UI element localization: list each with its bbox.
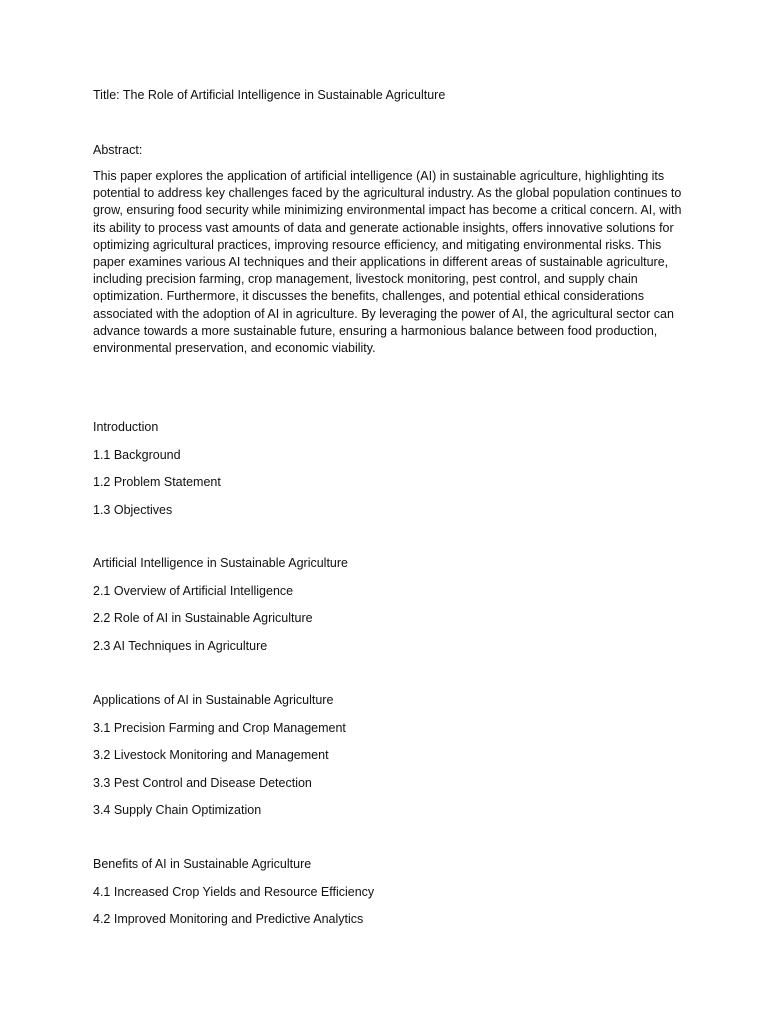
section-item: 1.3 Objectives: [93, 502, 173, 517]
section-item: 2.3 AI Techniques in Agriculture: [93, 638, 268, 653]
section-item: 1.1 Background: [93, 447, 181, 462]
section-heading: Applications of AI in Sustainable Agriculture: [93, 693, 334, 707]
abstract-body: This paper explores the application of artificial intelligence (AI) in sustainable agriculture, highlighting its potential to address key challenges faced by the agricultural industry. As the global population continues to grow, ensuring food security while minimizing environmental impact has become a critical concern. AI, with its ability to process vast amounts of data and generate actionable insights, offers innovative solutions for optimizing agricultural practices, improving resource efficiency, and mitigating environmental risks. This paper examines various AI techniques and their applications in different areas of sustainable agriculture, including precision farming, crop management, livestock monitoring, pest control, and supply chain optimization. Furthermore, it discusses the benefits, challenges, and potential ethical considerations associated with the adoption of AI in agriculture. By leveraging the power of AI, the agricultural sector can advance towards a more sustainable future, ensuring a harmonious balance between food production, environmental preservation, and economic viability.: [93, 169, 682, 356]
section-item: 3.1 Precision Farming and Crop Management: [93, 720, 346, 735]
section-heading: Artificial Intelligence in Sustainable Agriculture: [93, 556, 348, 570]
section-item: 3.2 Livestock Monitoring and Management: [93, 748, 329, 762]
section-item: 4.2 Improved Monitoring and Predictive Analytics: [93, 912, 364, 926]
document-title: Title: The Role of Artificial Intelligence in Sustainable Agriculture: [93, 88, 446, 102]
section-item: 2.2 Role of AI in Sustainable Agriculture: [93, 611, 313, 625]
section-ai-in-agriculture: [93, 555, 348, 665]
abstract-heading: Abstract:: [93, 143, 143, 157]
section-heading: Benefits of AI in Sustainable Agriculture: [93, 857, 312, 871]
section-benefits: [93, 856, 374, 939]
section-item: 2.1 Overview of Artificial Intelligence: [93, 583, 294, 598]
section-item: 1.2 Problem Statement: [93, 475, 221, 489]
section-heading: Introduction: [93, 420, 159, 434]
section-item: 3.3 Pest Control and Disease Detection: [93, 775, 312, 790]
section-item: 4.1 Increased Crop Yields and Resource Efficiency: [93, 884, 375, 899]
section-applications: [93, 692, 346, 830]
section-item: 3.4 Supply Chain Optimization: [93, 803, 262, 817]
section-introduction: [93, 419, 221, 529]
